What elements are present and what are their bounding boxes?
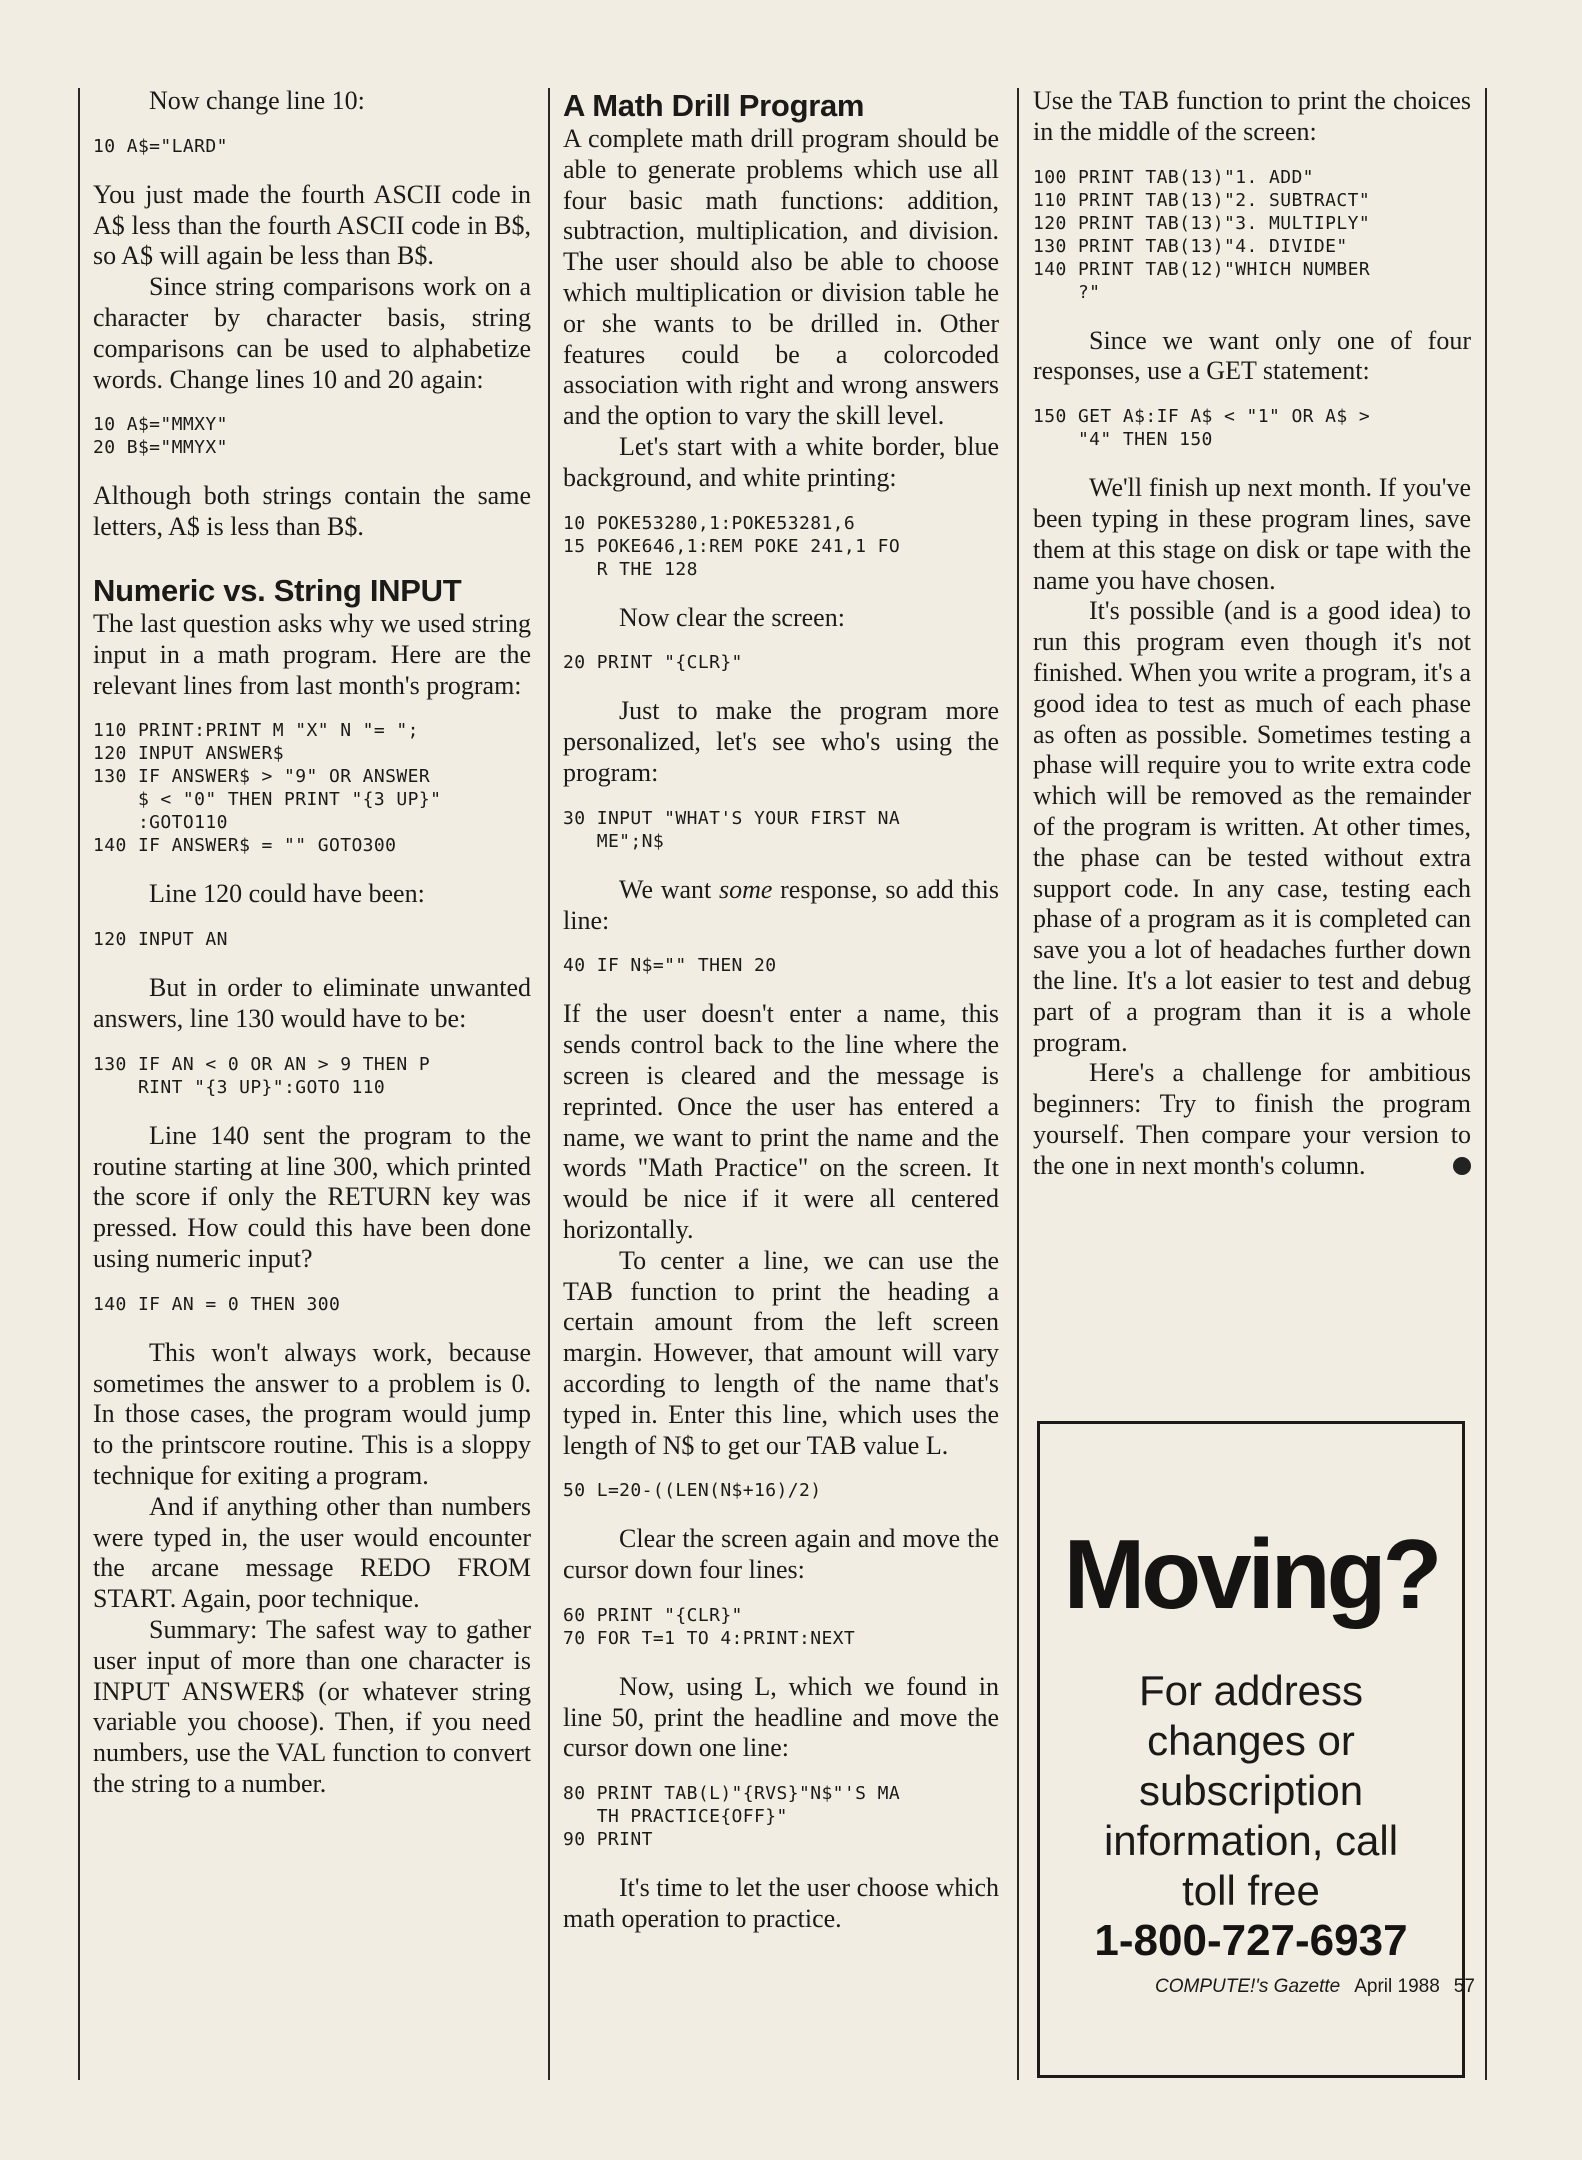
- paragraph: Let's start with a white border, blue background, and white printing:: [563, 431, 999, 492]
- paragraph: Since string comparisons work on a character by character basis, string comparisons can be used to alphabetize words. Change lines 10 and 20 again:: [93, 272, 531, 394]
- column-rule-center-left: [548, 88, 550, 2080]
- code-listing: 10 POKE53280,1:POKE53281,6 15 POKE646,1:REM POKE 241,1 FO R THE 128: [563, 512, 901, 580]
- column-three: [1033, 86, 1471, 1182]
- code-listing: 80 PRINT TAB(L)"{RVS}"N$"'S MA TH PRACTICE{OFF}" 90 PRINT: [563, 1783, 901, 1851]
- text-run: response, so add this line:: [563, 874, 999, 935]
- section-heading: Numeric vs. String INPUT: [93, 572, 462, 608]
- ad-phone-number: 1-800-727-6937: [1094, 1916, 1408, 1965]
- paragraph: We'll finish up next month. If you've been typing in these program lines, save them at this stage on disk or tape with the name you have chosen.: [1033, 473, 1471, 595]
- column-rule-center-right: [1017, 88, 1019, 2080]
- code-listing: 130 IF AN < 0 OR AN > 9 THEN P RINT "{3 UP}":GOTO 110: [93, 1053, 431, 1098]
- paragraph: It's time to let the user choose which math operation to practice.: [563, 1873, 999, 1934]
- paragraph: Clear the screen again and move the cursor down four lines:: [563, 1524, 999, 1585]
- ad-body: For address changes or subscription information, call toll free: [1103, 1667, 1399, 1914]
- emphasis: some: [718, 874, 773, 904]
- end-of-article-icon: [1453, 1157, 1471, 1175]
- page-footer: [1155, 1976, 1495, 1998]
- ad-headline: Moving?: [1063, 1519, 1439, 1629]
- code-listing: 60 PRINT "{CLR}" 70 FOR T=1 TO 4:PRINT:NEXT: [563, 1604, 856, 1649]
- column-one: [93, 86, 531, 1800]
- paragraph: You just made the fourth ASCII code in A$ less than the fourth ASCII code in B$, so A$ will again be less than B$.: [93, 179, 531, 271]
- issue-date: April 1988: [1354, 1976, 1440, 1997]
- column-two: [563, 86, 999, 1935]
- paragraph: [1033, 1058, 1471, 1181]
- code-listing: 10 A$="MMXY" 20 B$="MMYX": [93, 414, 228, 459]
- code-listing: 140 IF AN = 0 THEN 300: [93, 1293, 341, 1315]
- paragraph: To center a line, we can use the TAB function to print the heading a certain amount from the left screen margin. However, that amount will vary according to length of the name that's typed in. Enter this line, which uses the length of N$ to get our TAB value L.: [563, 1245, 999, 1460]
- code-listing: 100 PRINT TAB(13)"1. ADD" 110 PRINT TAB(13)"2. SUBTRACT" 120 PRINT TAB(13)"3. MULTIPLY" 130 PRINT TAB(13)"4. DIVIDE" 140 PRINT TAB(12)"WHICH NUMBER ?": [1033, 166, 1371, 303]
- magazine-name: COMPUTE!'s Gazette: [1155, 1976, 1341, 1997]
- paragraph: Now change line 10:: [149, 86, 365, 115]
- page-number: 57: [1453, 1976, 1475, 1997]
- paragraph: It's possible (and is a good idea) to run this program even though it's not finished. When you write a program, it's a good idea to test as much of each phase as often as possible. Sometimes testing a phase will require you to write extra code which will be removed as the remainder of the program is written. At other times, the phase can be tested without extra support code. In any case, testing each phase of a program as it is completed can save you a lot of headaches further down the line. It's a lot easier to test and debug part of a program than it is a whole program.: [1033, 596, 1471, 1057]
- paragraph: A complete math drill program should be able to generate problems which use all four basic math functions: addition, subtraction, multiplication, and division. The user should also be able to choose which multiplication or division table he or she wants to be drilled in. Other features could be a colorcoded association with right and wrong answers and the option to vary the skill level.: [563, 124, 999, 431]
- paragraph: Now clear the screen:: [619, 602, 845, 632]
- paragraph: This won't always work, because sometimes the answer to a problem is 0. In those cases, the program would jump to the printscore routine. This is a sloppy technique for exiting a program.: [93, 1337, 531, 1490]
- paragraph: But in order to eliminate unwanted answers, line 130 would have to be:: [93, 973, 531, 1033]
- paragraph: [563, 875, 999, 937]
- code-listing: 10 A$="LARD": [93, 135, 228, 157]
- code-listing: 120 INPUT AN: [93, 929, 228, 951]
- paragraph: Although both strings contain the same letters, A$ is less than B$.: [93, 481, 531, 542]
- code-listing: 40 IF N$="" THEN 20: [563, 955, 777, 977]
- paragraph: The last question asks why we used string input in a math program. Here are the relevant lines from last month's program:: [93, 608, 531, 700]
- code-listing: 20 PRINT "{CLR}": [563, 652, 743, 674]
- paragraph: And if anything other than numbers were typed in, the user would encounter the arcane message REDO FROM START. Again, poor technique.: [93, 1491, 531, 1614]
- paragraph: Since we want only one of four responses, use a GET statement:: [1033, 325, 1471, 386]
- paragraph: Use the TAB function to print the choices in the middle of the screen:: [1033, 86, 1471, 146]
- paragraph: Summary: The safest way to gather user input of more than one character is INPUT ANSWER$ (or whatever string variable you choose). Then, if you need numbers, use the VAL function to convert the string to a number.: [93, 1614, 531, 1798]
- paragraph: Just to make the program more personalized, let's see who's using the program:: [563, 696, 999, 787]
- column-rule-right: [1485, 88, 1487, 2080]
- article-heading: A Math Drill Program: [563, 88, 865, 123]
- code-listing: 150 GET A$:IF A$ < "1" OR A$ > "4" THEN 150: [1033, 406, 1371, 451]
- code-listing: 30 INPUT "WHAT'S YOUR FIRST NA ME";N$: [563, 807, 901, 852]
- text-run: Here's a challenge for ambitious beginners: Try to finish the program yourself. Then compare your version to the one in next month's column.: [1033, 1058, 1471, 1180]
- column-rule-left: [78, 88, 80, 2080]
- paragraph: Line 140 sent the program to the routine starting at line 300, which printed the score if only the RETURN key was pressed. How could this have been done using numeric input?: [93, 1120, 531, 1273]
- code-listing: 110 PRINT:PRINT M "X" N "= "; 120 INPUT ANSWER$ 130 IF ANSWER$ > "9" OR ANSWER $ < "0" THEN PRINT "{3 UP}" :GOTO110 140 IF ANSWER$ = "" GOTO300: [93, 720, 442, 857]
- code-listing: 50 L=20-((LEN(N$+16)/2): [563, 1480, 822, 1502]
- text-run: We want: [619, 874, 719, 904]
- paragraph: If the user doesn't enter a name, this sends control back to the line where the screen is cleared and the message is reprinted. Once the user has entered a name, we want to print the name and the words "Math Practice" on the screen. It would be nice if it were all centered horizontally.: [563, 999, 999, 1244]
- paragraph: Line 120 could have been:: [149, 879, 425, 909]
- paragraph: Now, using L, which we found in line 50, print the headline and move the cursor down one line:: [563, 1671, 999, 1763]
